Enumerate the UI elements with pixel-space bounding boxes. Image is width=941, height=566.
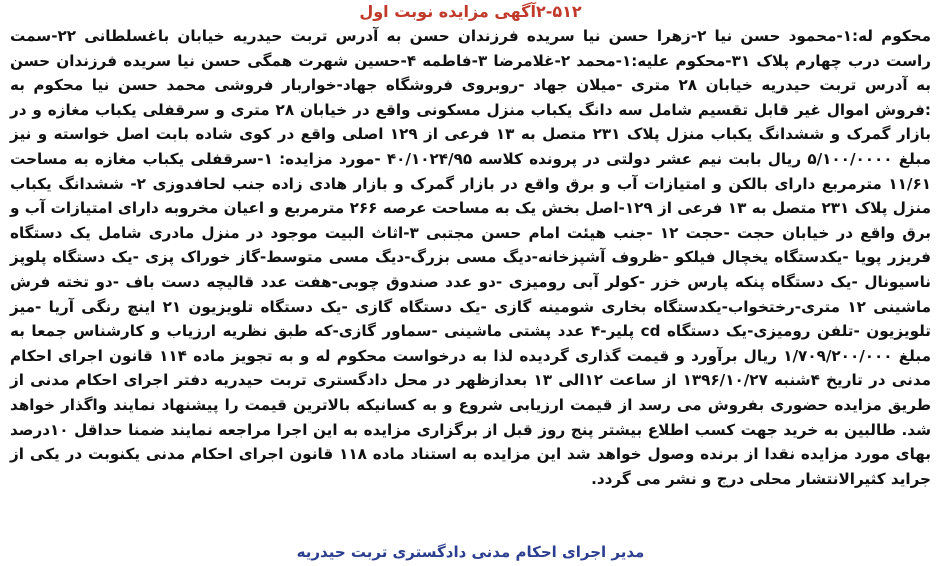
notice-signature: مدیر اجرای احکام مدنی دادگستری تربت حیدریه (296, 543, 645, 561)
notice-body: محکوم له:۱-محمود حسن نیا ۲-زهرا حسن نیا سریده فرزندان حسن به آدرس تربت حیدریه خیابان باغسلطانی ۲۲-سمت راست درب چهارم پلاک ۳۱-محکوم علیه:۱-محمد ۲-غلامرضا ۳-فاطمه ۴-حسین شهرت همگی حسن نیا سریده فرزندان حسن به آدرس تربت حیدریه خیابان ۲۸ متری -میلان جهاد -روبروی فروشگاه جهاد-خواربار فروشی محمد حسن نیا محکوم به :فروش اموال غیر قابل تقسیم شامل سه دانگ یکباب منزل مسکونی واقع در خیابان ۲۸ متری و سرقفلی یکباب مغازه و در بازار گمرک و ششدانگ یکباب منزل پلاک ۲۳۱ متصل به ۱۳ فرعی از ۱۲۹ اصلی واقع در کوی شاده بابت اصل خواسته و نیز مبلغ ۵/۱۰۰/۰۰۰۰ ریال بابت نیم عشر دولتی در پرونده کلاسه ۴۰/۱۰۲۴/۹۵ -مورد مزایده: ۱-سرقفلی یکباب مغازه به مساحت ۱۱/۶۱ مترمربع دارای بالکن و امتیازات آب و برق واقع در بازار گمرک و بازار هادی زاده جنب لحافدوزی ۲- ششدانگ یکباب منزل پلاک ۲۳۱ متصل به ۱۳ فرعی از ۱۲۹-اصل بخش یک به مساحت عرصه ۲۶۶ مترمربع و اعیان مخروبه دارای امتیازات آب و برق واقع در خیابان حجت -حجت ۱۲ -جنب هیئت امام حسن مجتبی ۳-اثاث البیت موجود در منزل مادری شامل یک دستگاه فریزر پویا -یکدستگاه یخچال فیلکو -ظروف آشپزخانه-دیگ مسی بزرگ-دیگ مسی متوسط-گاز خوراک پزی -یک دستگاه پلوپز ناسیونال -یک دستگاه پنکه پارس خزر -کولر آبی رومیزی -دو عدد صندوق چوبی-هفت عدد قالیچه دست باف -دو تخته فرش ماشینی ۱۲ متری-رختخواب-یکدستگاه بخاری شومینه گازی -یک دستگاه گازی -یک دستگاه تلویزیون ۲۱ اینچ رنگی آریا -میز تلویزیون -تلفن رومیزی-یک دستگاه cd پلیر-۴ عدد پشتی ماشینی -سماور گازی-که طبق نظریه ارزیاب و کارشناس جمعا به مبلغ ۱/۷۰۹/۲۰۰/۰۰۰ ریال برآورد و قیمت گذاری گردیده لذا به درخواست محکوم له و به تجویز ماده ۱۱۴ قانون اجرای احکام مدنی در تاریخ ۴شنبه ۱۳۹۶/۱۰/۲۷ از ساعت ۱۲الی ۱۳ بعدازظهر در محل دادگستری تربت حیدریه دفتر اجرای احکام مدنی از طریق مزایده حضوری بفروش می رسد از قیمت ارزیابی شروع و به کسانیکه بالاترین قیمت را پیشنهاد نمایند واگذار خواهد شد. طالبین به خرید جهت کسب اطلاع بیشتر پنج روز قبل از برگزاری مزایده به این اجرا مراجعه نمایند ضمنا حداقل ۱۰درصد بهای مورد مزایده نقدا از برنده وصول خواهد شد این مزایده به استناد ماده ۱۱۸ قانون اجرای احکام مدنی یکنوبت در یکی از جراید کثیرالانتشار محلی درج و نشر می گردد. (10, 27, 932, 488)
notice-title: ۲-۵۱۲آگهی مزایده نوبت اول (359, 2, 582, 21)
